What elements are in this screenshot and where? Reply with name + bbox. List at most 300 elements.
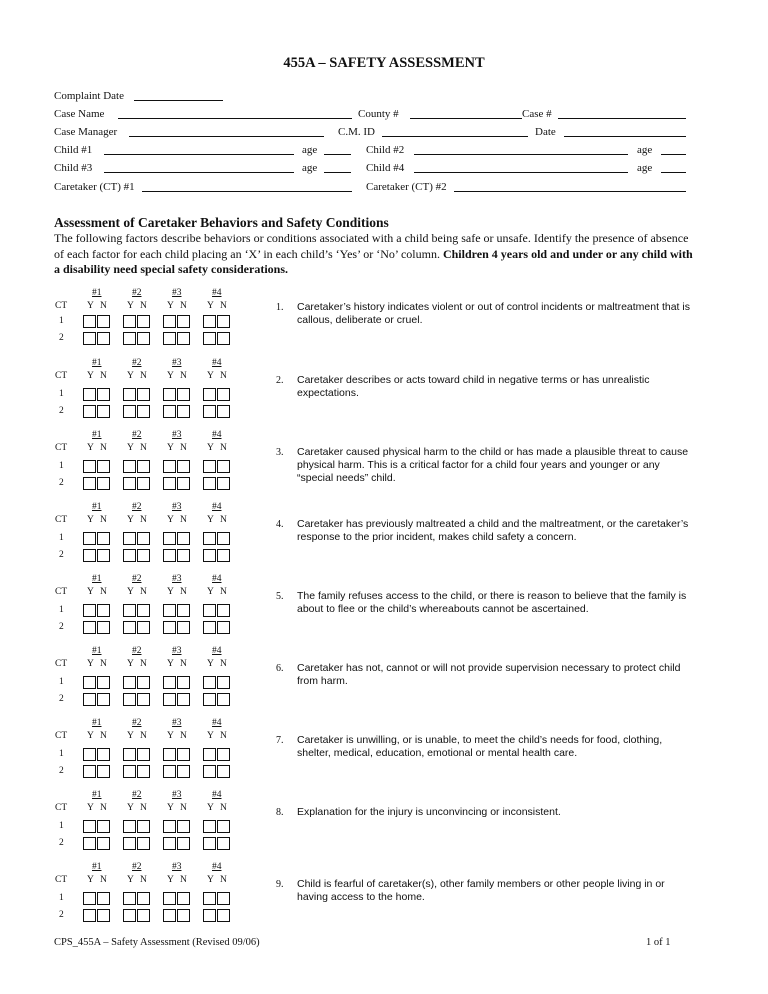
checkbox-ct1-child2-no[interactable]	[137, 315, 150, 328]
checkbox-ct2-child3-no[interactable]	[177, 909, 190, 922]
checkbox-ct2-child1-no[interactable]	[97, 765, 110, 778]
checkbox-ct1-child2-no[interactable]	[137, 532, 150, 545]
child-column-header: #1	[92, 862, 102, 872]
checkbox-ct1-child3-no[interactable]	[177, 388, 190, 401]
no-column-label: N	[180, 301, 187, 311]
child-column-header: #3	[172, 430, 182, 440]
no-column-label: N	[220, 875, 227, 885]
checkbox-ct2-child2-no[interactable]	[137, 621, 150, 634]
checkbox-ct2-child4-no[interactable]	[217, 477, 230, 490]
assessment-item	[0, 574, 768, 646]
checkbox-ct2-child3-no[interactable]	[177, 621, 190, 634]
ct-label: CT	[55, 371, 68, 381]
item-description: Caretaker has not, cannot or will not provide supervision necessary to protect child from harm.	[297, 662, 681, 687]
checkbox-ct1-child2-yes[interactable]	[123, 820, 136, 833]
case-manager-label: Case Manager	[54, 126, 118, 138]
instructions-text: The following factors describe behaviors or conditions associated with a child being safe or unsafe. Identify the presence of absence of each factor for each child placing an ‘X’ in each child’s ‘Yes’ or ‘No’ column.	[54, 231, 689, 261]
case-number-field[interactable]	[558, 118, 686, 119]
child-column-header: #3	[172, 646, 182, 656]
yes-column-label: Y	[207, 371, 214, 381]
child-column-header: #2	[132, 430, 142, 440]
child2-name-field[interactable]	[414, 154, 628, 155]
checkbox-ct1-child3-yes[interactable]	[163, 820, 176, 833]
checkbox-ct1-child1-yes[interactable]	[83, 604, 96, 617]
caretaker-row-label: 1	[59, 821, 64, 831]
no-column-label: N	[180, 515, 187, 525]
checkbox-ct1-child1-yes[interactable]	[83, 315, 96, 328]
checkbox-ct1-child3-no[interactable]	[177, 604, 190, 617]
checkbox-ct1-child3-no[interactable]	[177, 532, 190, 545]
checkbox-ct2-child1-no[interactable]	[97, 621, 110, 634]
case-manager-field[interactable]	[129, 136, 324, 137]
checkbox-ct1-child1-yes[interactable]	[83, 460, 96, 473]
checkbox-ct1-child1-yes[interactable]	[83, 388, 96, 401]
checkbox-ct1-child4-yes[interactable]	[203, 820, 216, 833]
checkbox-ct1-child1-no[interactable]	[97, 532, 110, 545]
checkbox-ct1-child4-no[interactable]	[217, 820, 230, 833]
yes-column-label: Y	[87, 443, 94, 453]
no-column-label: N	[180, 587, 187, 597]
checkbox-ct2-child3-no[interactable]	[177, 765, 190, 778]
child-column-header: #1	[92, 358, 102, 368]
checkbox-ct2-child4-no[interactable]	[217, 765, 230, 778]
caretaker-row-label: 1	[59, 461, 64, 471]
checkbox-ct1-child2-yes[interactable]	[123, 460, 136, 473]
checkbox-ct2-child4-no[interactable]	[217, 549, 230, 562]
checkbox-ct2-child3-no[interactable]	[177, 405, 190, 418]
yes-column-label: Y	[127, 803, 134, 813]
no-column-label: N	[220, 587, 227, 597]
checkbox-ct2-child1-yes[interactable]	[83, 332, 96, 345]
checkbox-ct1-child2-no[interactable]	[137, 388, 150, 401]
cm-id-field[interactable]	[382, 136, 528, 137]
checkbox-ct2-child3-yes[interactable]	[163, 765, 176, 778]
checkbox-ct1-child3-yes[interactable]	[163, 460, 176, 473]
checkbox-ct2-child1-yes[interactable]	[83, 477, 96, 490]
checkbox-ct1-child4-yes[interactable]	[203, 604, 216, 617]
county-number-label: County #	[358, 108, 399, 120]
child-column-header: #4	[212, 646, 222, 656]
checkbox-ct1-child2-yes[interactable]	[123, 676, 136, 689]
assessment-item	[0, 288, 768, 360]
checkbox-ct2-child2-yes[interactable]	[123, 405, 136, 418]
checkbox-ct2-child3-yes[interactable]	[163, 332, 176, 345]
yes-column-label: Y	[167, 301, 174, 311]
ct-label: CT	[55, 515, 68, 525]
cm-id-label: C.M. ID	[338, 126, 375, 138]
yes-column-label: Y	[87, 659, 94, 669]
checkbox-ct2-child2-no[interactable]	[137, 837, 150, 850]
caretaker-row-label: 2	[59, 622, 64, 632]
checkbox-ct2-child3-no[interactable]	[177, 477, 190, 490]
checkbox-ct1-child4-yes[interactable]	[203, 388, 216, 401]
checkbox-ct1-child4-no[interactable]	[217, 892, 230, 905]
checkbox-ct1-child2-no[interactable]	[137, 676, 150, 689]
yes-column-label: Y	[167, 587, 174, 597]
yes-column-label: Y	[207, 443, 214, 453]
checkbox-ct2-child3-no[interactable]	[177, 549, 190, 562]
caretaker1-field[interactable]	[142, 191, 352, 192]
checkbox-ct2-child1-yes[interactable]	[83, 549, 96, 562]
checkbox-ct2-child3-no[interactable]	[177, 837, 190, 850]
yes-column-label: Y	[127, 587, 134, 597]
child3-name-field[interactable]	[104, 172, 294, 173]
checkbox-ct2-child2-no[interactable]	[137, 332, 150, 345]
checkbox-ct2-child3-yes[interactable]	[163, 693, 176, 706]
checkbox-ct1-child3-yes[interactable]	[163, 388, 176, 401]
checkbox-ct2-child4-no[interactable]	[217, 405, 230, 418]
child1-age-label: age	[302, 144, 318, 156]
checkbox-ct2-child4-yes[interactable]	[203, 909, 216, 922]
checkbox-ct1-child2-no[interactable]	[137, 820, 150, 833]
checkbox-ct1-child2-no[interactable]	[137, 604, 150, 617]
checkbox-ct1-child4-yes[interactable]	[203, 532, 216, 545]
checkbox-ct2-child2-no[interactable]	[137, 909, 150, 922]
checkbox-ct1-child1-no[interactable]	[97, 315, 110, 328]
child-column-header: #4	[212, 502, 222, 512]
checkbox-ct2-child1-yes[interactable]	[83, 765, 96, 778]
yes-column-label: Y	[207, 587, 214, 597]
checkbox-ct2-child4-yes[interactable]	[203, 477, 216, 490]
checkbox-ct2-child1-no[interactable]	[97, 405, 110, 418]
child-column-header: #4	[212, 718, 222, 728]
no-column-label: N	[100, 659, 107, 669]
yes-column-label: Y	[87, 731, 94, 741]
checkbox-ct2-child1-yes[interactable]	[83, 621, 96, 634]
checkbox-ct2-child1-no[interactable]	[97, 549, 110, 562]
caretaker-row-label: 1	[59, 605, 64, 615]
complaint-date-label: Complaint Date	[54, 90, 124, 102]
instructions-emphasis: Children 4 years old and under or any child with a disability need special safety considerations.	[54, 246, 693, 276]
item-number: 1.	[276, 302, 284, 313]
no-column-label: N	[100, 443, 107, 453]
ct-label: CT	[55, 875, 68, 885]
item-number: 6.	[276, 663, 284, 674]
checkbox-ct2-child2-no[interactable]	[137, 549, 150, 562]
no-column-label: N	[100, 371, 107, 381]
checkbox-ct2-child4-no[interactable]	[217, 837, 230, 850]
checkbox-ct2-child1-no[interactable]	[97, 332, 110, 345]
checkbox-ct1-child3-yes[interactable]	[163, 604, 176, 617]
checkbox-ct2-child3-yes[interactable]	[163, 477, 176, 490]
checkbox-ct2-child3-no[interactable]	[177, 332, 190, 345]
checkbox-ct2-child2-yes[interactable]	[123, 332, 136, 345]
checkbox-ct1-child3-no[interactable]	[177, 315, 190, 328]
yes-column-label: Y	[127, 371, 134, 381]
no-column-label: N	[140, 371, 147, 381]
caretaker-row-label: 1	[59, 893, 64, 903]
child-column-header: #4	[212, 430, 222, 440]
yes-column-label: Y	[167, 803, 174, 813]
no-column-label: N	[140, 731, 147, 741]
checkbox-ct2-child1-no[interactable]	[97, 693, 110, 706]
no-column-label: N	[180, 443, 187, 453]
yes-column-label: Y	[207, 659, 214, 669]
checkbox-ct2-child3-yes[interactable]	[163, 405, 176, 418]
yes-column-label: Y	[87, 587, 94, 597]
no-column-label: N	[180, 659, 187, 669]
checkbox-ct1-child3-no[interactable]	[177, 676, 190, 689]
checkbox-ct2-child4-no[interactable]	[217, 909, 230, 922]
checkbox-ct1-child2-yes[interactable]	[123, 388, 136, 401]
caretaker-row-label: 2	[59, 838, 64, 848]
no-column-label: N	[220, 443, 227, 453]
checkbox-ct1-child4-yes[interactable]	[203, 676, 216, 689]
checkbox-ct1-child4-yes[interactable]	[203, 460, 216, 473]
checkbox-ct2-child2-yes[interactable]	[123, 693, 136, 706]
checkbox-ct1-child1-no[interactable]	[97, 604, 110, 617]
checkbox-ct2-child1-no[interactable]	[97, 837, 110, 850]
no-column-label: N	[100, 731, 107, 741]
yes-column-label: Y	[127, 443, 134, 453]
child4-age-field[interactable]	[661, 172, 686, 173]
checkbox-ct1-child1-no[interactable]	[97, 892, 110, 905]
checkbox-ct2-child4-no[interactable]	[217, 621, 230, 634]
no-column-label: N	[140, 659, 147, 669]
caretaker-row-label: 2	[59, 694, 64, 704]
checkbox-ct2-child3-yes[interactable]	[163, 909, 176, 922]
checkbox-ct2-child3-yes[interactable]	[163, 549, 176, 562]
checkbox-ct1-child1-yes[interactable]	[83, 532, 96, 545]
complaint-date-field[interactable]	[134, 100, 223, 101]
item-description: Caretaker describes or acts toward child in negative terms or has unrealistic expectations.	[297, 374, 650, 399]
item-description: Caretaker caused physical harm to the child or has made a plausible threat to cause physical harm. This is a critical factor for a child four years and younger or any “special needs” child.	[297, 446, 689, 484]
checkbox-ct2-child2-no[interactable]	[137, 405, 150, 418]
checkbox-ct1-child1-no[interactable]	[97, 820, 110, 833]
yes-column-label: Y	[207, 803, 214, 813]
child-column-header: #1	[92, 430, 102, 440]
footer-form-id: CPS_455A – Safety Assessment (Revised 09/06)	[54, 937, 260, 948]
checkbox-ct1-child4-no[interactable]	[217, 676, 230, 689]
checkbox-ct1-child3-no[interactable]	[177, 748, 190, 761]
yes-column-label: Y	[167, 371, 174, 381]
checkbox-ct2-child4-yes[interactable]	[203, 621, 216, 634]
child4-name-field[interactable]	[414, 172, 628, 173]
yes-column-label: Y	[127, 301, 134, 311]
checkbox-ct1-child4-no[interactable]	[217, 604, 230, 617]
checkbox-ct1-child2-yes[interactable]	[123, 892, 136, 905]
checkbox-ct1-child1-yes[interactable]	[83, 820, 96, 833]
caretaker-row-label: 2	[59, 550, 64, 560]
checkbox-ct1-child2-yes[interactable]	[123, 532, 136, 545]
checkbox-ct1-child1-yes[interactable]	[83, 676, 96, 689]
ct-label: CT	[55, 731, 68, 741]
section-heading: Assessment of Caretaker Behaviors and Safety Conditions	[54, 215, 389, 230]
caretaker-row-label: 2	[59, 910, 64, 920]
child-column-header: #2	[132, 790, 142, 800]
child-column-header: #3	[172, 718, 182, 728]
checkbox-ct1-child4-no[interactable]	[217, 748, 230, 761]
checkbox-ct2-child1-yes[interactable]	[83, 693, 96, 706]
county-number-field[interactable]	[410, 118, 522, 119]
no-column-label: N	[180, 803, 187, 813]
checkbox-ct1-child3-yes[interactable]	[163, 748, 176, 761]
no-column-label: N	[220, 803, 227, 813]
item-description: The family refuses access to the child, or there is reason to believe that the family is about to flee or the child’s whereabouts cannot be ascertained.	[297, 590, 687, 615]
item-number: 7.	[276, 735, 284, 746]
checkbox-ct2-child4-no[interactable]	[217, 693, 230, 706]
child-column-header: #3	[172, 502, 182, 512]
checkbox-ct1-child2-no[interactable]	[137, 892, 150, 905]
no-column-label: N	[100, 875, 107, 885]
no-column-label: N	[140, 587, 147, 597]
no-column-label: N	[220, 659, 227, 669]
checkbox-ct2-child1-no[interactable]	[97, 477, 110, 490]
no-column-label: N	[140, 803, 147, 813]
no-column-label: N	[100, 803, 107, 813]
checkbox-ct1-child1-no[interactable]	[97, 388, 110, 401]
checkbox-ct1-child3-yes[interactable]	[163, 892, 176, 905]
checkbox-ct2-child4-yes[interactable]	[203, 405, 216, 418]
checkbox-ct2-child3-yes[interactable]	[163, 837, 176, 850]
checkbox-ct1-child4-no[interactable]	[217, 532, 230, 545]
caretaker-row-label: 2	[59, 406, 64, 416]
checkbox-ct1-child4-yes[interactable]	[203, 748, 216, 761]
checkbox-ct1-child1-no[interactable]	[97, 748, 110, 761]
checkbox-ct2-child2-yes[interactable]	[123, 909, 136, 922]
child-column-header: #1	[92, 646, 102, 656]
checkbox-ct1-child3-yes[interactable]	[163, 676, 176, 689]
checkbox-ct1-child2-no[interactable]	[137, 460, 150, 473]
ct-label: CT	[55, 803, 68, 813]
checkbox-ct2-child2-no[interactable]	[137, 693, 150, 706]
child1-name-field[interactable]	[104, 154, 294, 155]
yes-column-label: Y	[167, 515, 174, 525]
checkbox-ct2-child4-yes[interactable]	[203, 765, 216, 778]
item-description: Caretaker is unwilling, or is unable, to meet the child’s needs for food, clothing, shelter, medical, education, emotional or mental health care.	[297, 734, 663, 759]
assessment-item	[0, 790, 768, 862]
case-name-field[interactable]	[118, 118, 352, 119]
child-column-header: #2	[132, 358, 142, 368]
checkbox-ct1-child3-yes[interactable]	[163, 315, 176, 328]
item-description: Caretaker’s history indicates violent or out of control incidents or maltreatment that is callous, deliberate or cruel.	[297, 301, 690, 326]
checkbox-ct2-child1-no[interactable]	[97, 909, 110, 922]
child-column-header: #1	[92, 502, 102, 512]
child-column-header: #4	[212, 288, 222, 298]
caretaker2-field[interactable]	[454, 191, 686, 192]
checkbox-ct2-child1-yes[interactable]	[83, 837, 96, 850]
no-column-label: N	[100, 301, 107, 311]
checkbox-ct2-child2-yes[interactable]	[123, 837, 136, 850]
no-column-label: N	[180, 875, 187, 885]
child3-age-field[interactable]	[324, 172, 351, 173]
child3-label: Child #3	[54, 162, 93, 174]
yes-column-label: Y	[167, 443, 174, 453]
child-column-header: #3	[172, 358, 182, 368]
child1-age-field[interactable]	[324, 154, 351, 155]
checkbox-ct2-child4-yes[interactable]	[203, 693, 216, 706]
child2-age-label: age	[637, 144, 653, 156]
no-column-label: N	[140, 875, 147, 885]
checkbox-ct2-child3-no[interactable]	[177, 693, 190, 706]
caretaker-row-label: 2	[59, 766, 64, 776]
yes-column-label: Y	[167, 731, 174, 741]
case-number-label: Case #	[522, 108, 552, 120]
checkbox-ct1-child1-yes[interactable]	[83, 892, 96, 905]
yes-column-label: Y	[87, 371, 94, 381]
assessment-item	[0, 358, 768, 430]
ct-label: CT	[55, 301, 68, 311]
case-name-label: Case Name	[54, 108, 105, 120]
date-field[interactable]	[564, 136, 686, 137]
checkbox-ct2-child2-yes[interactable]	[123, 621, 136, 634]
checkbox-ct1-child1-yes[interactable]	[83, 748, 96, 761]
caretaker-row-label: 1	[59, 316, 64, 326]
checkbox-ct2-child2-no[interactable]	[137, 477, 150, 490]
checkbox-ct2-child4-no[interactable]	[217, 332, 230, 345]
yes-column-label: Y	[207, 301, 214, 311]
checkbox-ct1-child2-yes[interactable]	[123, 315, 136, 328]
checkbox-ct2-child2-yes[interactable]	[123, 765, 136, 778]
checkbox-ct2-child2-yes[interactable]	[123, 477, 136, 490]
child-column-header: #2	[132, 288, 142, 298]
checkbox-ct1-child3-no[interactable]	[177, 820, 190, 833]
checkbox-ct1-child4-yes[interactable]	[203, 315, 216, 328]
checkbox-ct1-child4-no[interactable]	[217, 388, 230, 401]
caretaker-row-label: 1	[59, 389, 64, 399]
child2-age-field[interactable]	[661, 154, 686, 155]
date-label: Date	[535, 126, 556, 138]
checkbox-ct1-child1-no[interactable]	[97, 676, 110, 689]
section-instructions	[54, 231, 694, 278]
checkbox-ct1-child1-no[interactable]	[97, 460, 110, 473]
child4-label: Child #4	[366, 162, 405, 174]
checkbox-ct1-child3-no[interactable]	[177, 892, 190, 905]
checkbox-ct2-child1-yes[interactable]	[83, 405, 96, 418]
checkbox-ct2-child2-yes[interactable]	[123, 549, 136, 562]
checkbox-ct1-child3-yes[interactable]	[163, 532, 176, 545]
assessment-item	[0, 430, 768, 502]
no-column-label: N	[140, 515, 147, 525]
child1-label: Child #1	[54, 144, 93, 156]
item-number: 9.	[276, 879, 284, 890]
child-column-header: #3	[172, 574, 182, 584]
yes-column-label: Y	[167, 659, 174, 669]
checkbox-ct2-child4-yes[interactable]	[203, 332, 216, 345]
caretaker-row-label: 1	[59, 677, 64, 687]
caretaker-row-label: 1	[59, 749, 64, 759]
checkbox-ct2-child1-yes[interactable]	[83, 909, 96, 922]
checkbox-ct1-child4-yes[interactable]	[203, 892, 216, 905]
checkbox-ct2-child4-yes[interactable]	[203, 837, 216, 850]
checkbox-ct1-child2-yes[interactable]	[123, 604, 136, 617]
child-column-header: #3	[172, 288, 182, 298]
caretaker-row-label: 1	[59, 533, 64, 543]
child-column-header: #4	[212, 862, 222, 872]
no-column-label: N	[140, 301, 147, 311]
ct-label: CT	[55, 659, 68, 669]
assessment-item	[0, 862, 768, 934]
checkbox-ct1-child3-no[interactable]	[177, 460, 190, 473]
item-description: Caretaker has previously maltreated a child and the maltreatment, or the caretaker’s response to the prior incident, makes child safety a concern.	[297, 518, 689, 543]
checkbox-ct2-child3-yes[interactable]	[163, 621, 176, 634]
checkbox-ct2-child4-yes[interactable]	[203, 549, 216, 562]
child-column-header: #4	[212, 574, 222, 584]
caretaker-row-label: 2	[59, 478, 64, 488]
assessment-item	[0, 718, 768, 790]
yes-column-label: Y	[87, 803, 94, 813]
checkbox-ct2-child2-no[interactable]	[137, 765, 150, 778]
checkbox-ct1-child4-no[interactable]	[217, 460, 230, 473]
checkbox-ct1-child2-no[interactable]	[137, 748, 150, 761]
child-column-header: #4	[212, 358, 222, 368]
checkbox-ct1-child4-no[interactable]	[217, 315, 230, 328]
child-column-header: #1	[92, 718, 102, 728]
item-number: 3.	[276, 447, 284, 458]
yes-column-label: Y	[87, 301, 94, 311]
checkbox-ct1-child2-yes[interactable]	[123, 748, 136, 761]
yes-column-label: Y	[207, 875, 214, 885]
